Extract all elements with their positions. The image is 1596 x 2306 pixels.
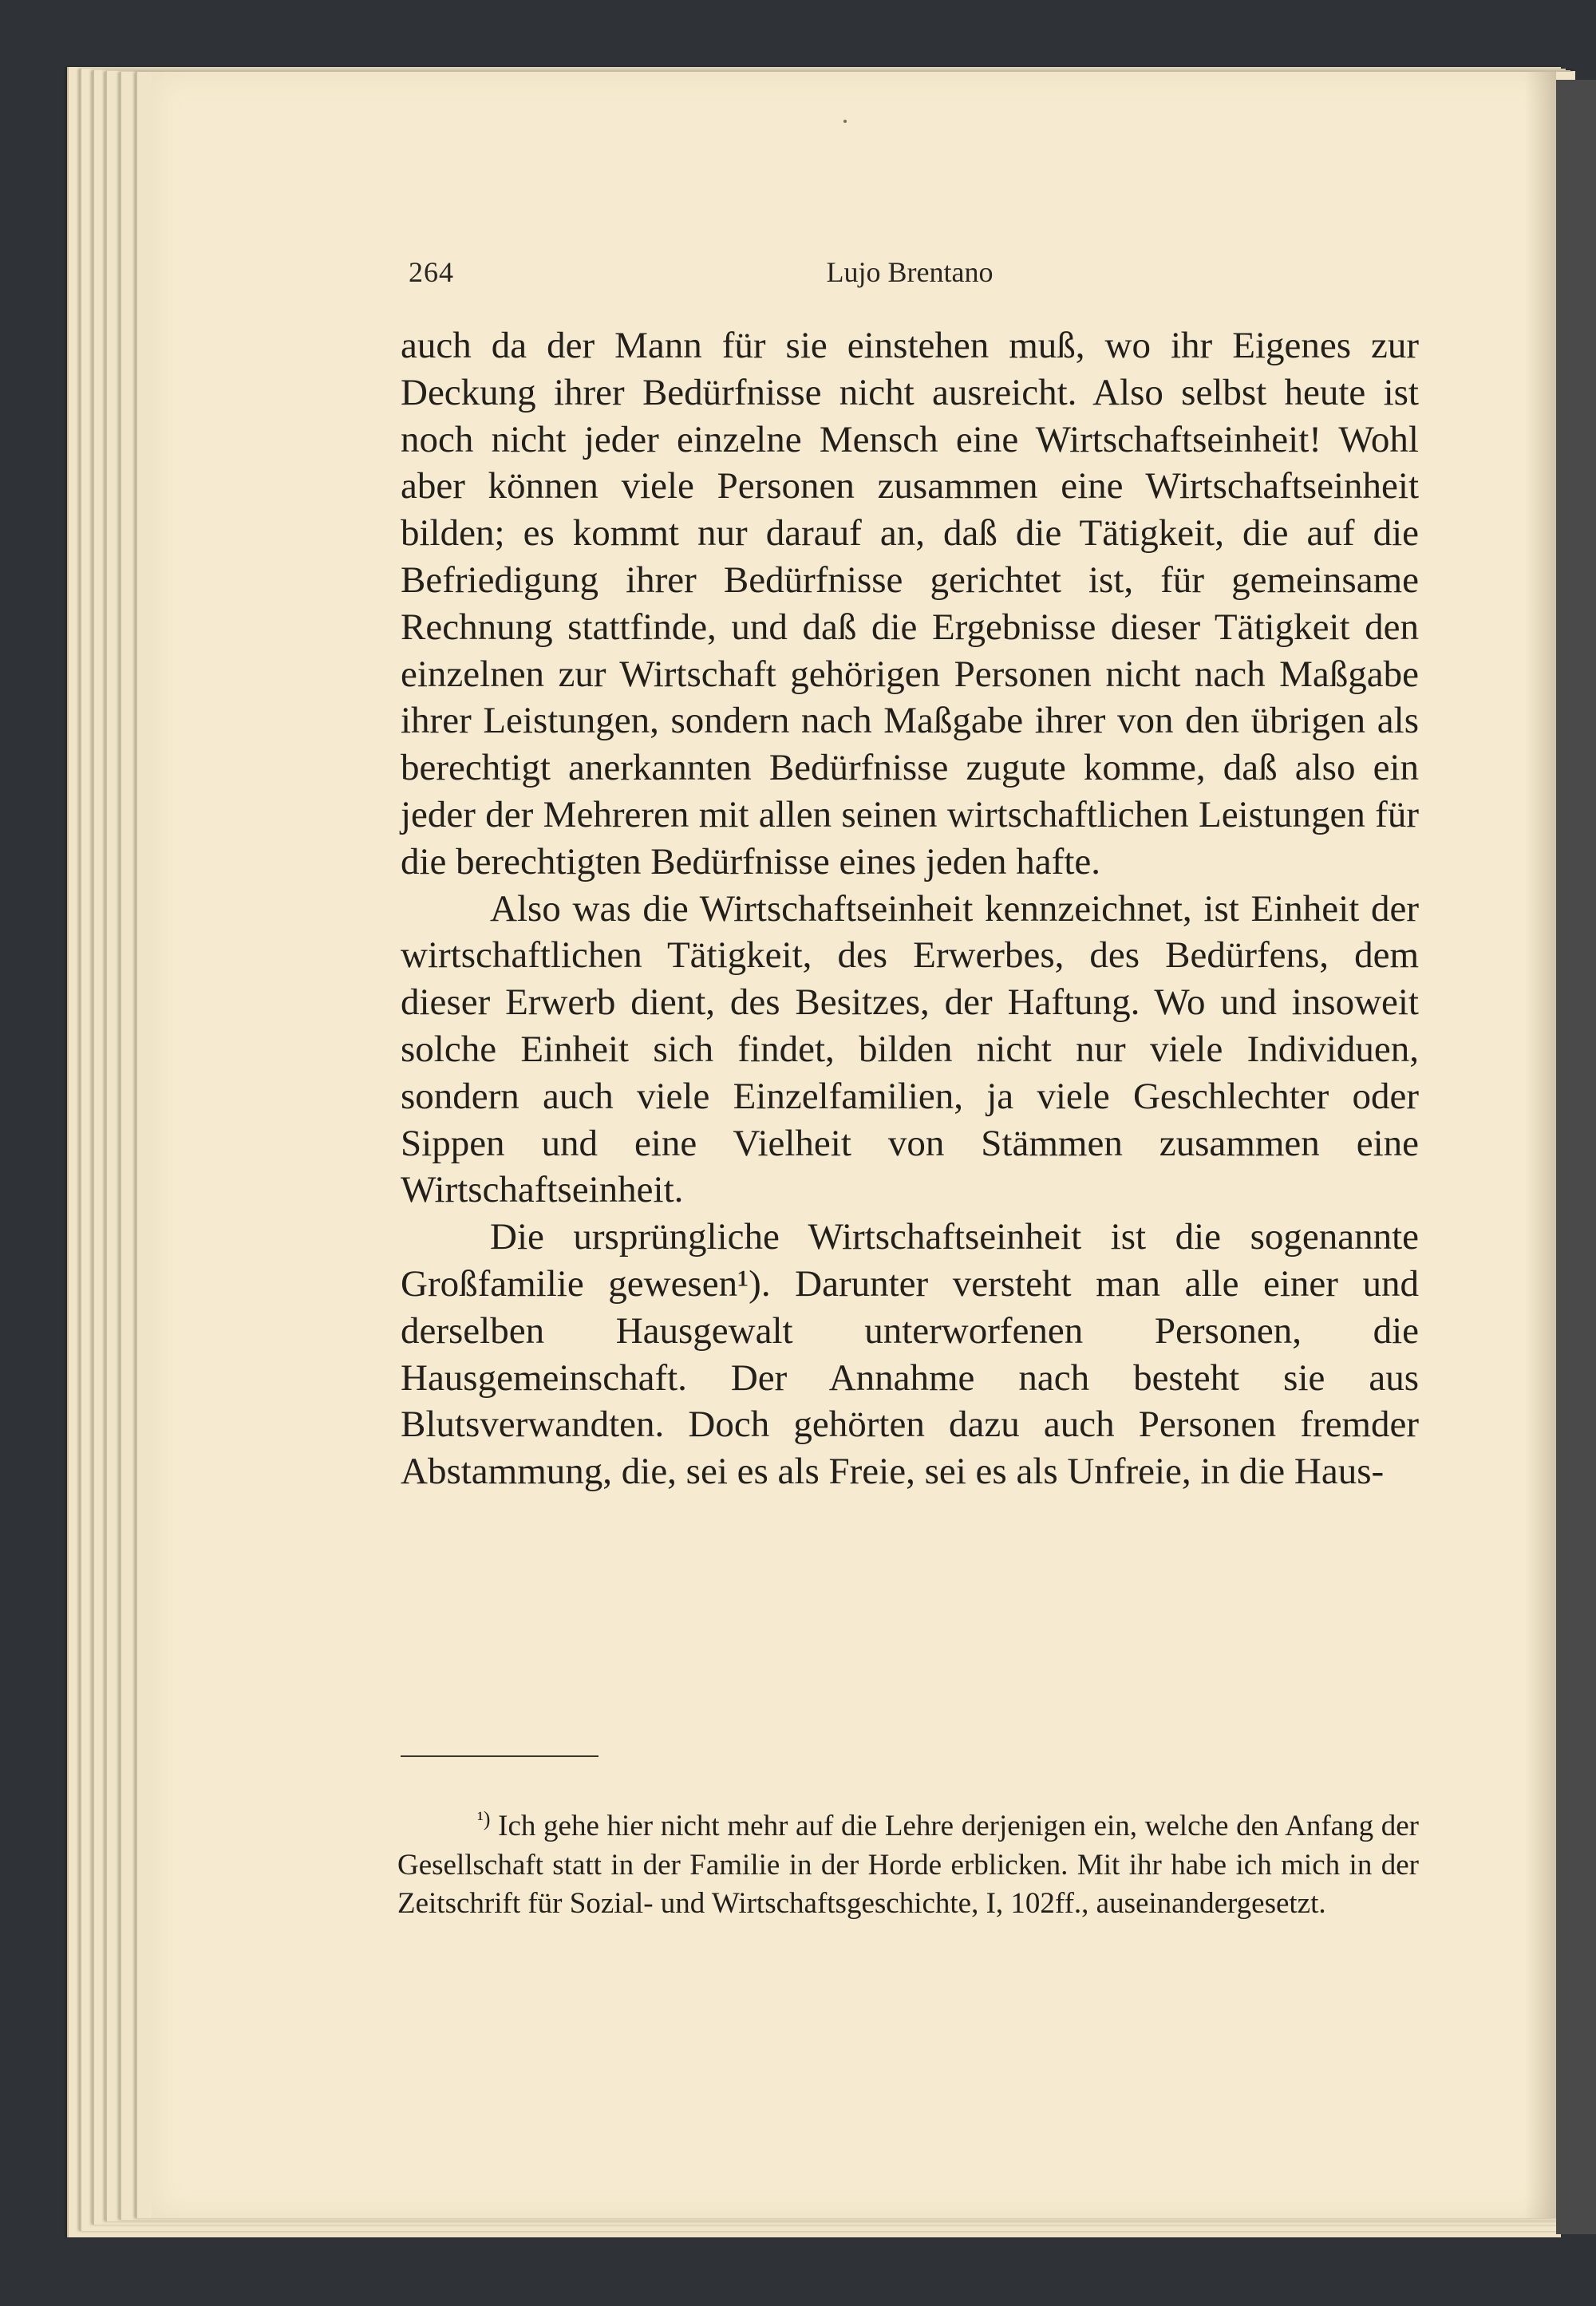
page-speck — [843, 120, 847, 123]
footnote-text: Ich gehe hier nicht mehr auf die Lehre derjenigen ein, welche den Anfang der Gesellschaft statt in der Familie in der Horde erblicken. Mit ihr habe ich mich in der Zeitschrift für Sozial- und Wirtschaftsgeschichte, I, 102ff., auseinandergesetzt. — [397, 1810, 1419, 1921]
running-head: Lujo Brentano — [826, 256, 994, 288]
book-gutter-shadow — [1556, 80, 1596, 2234]
footnote — [397, 1800, 1419, 1924]
footnote-divider — [401, 1755, 598, 1757]
page-number: 264 — [409, 256, 454, 288]
paragraph: auch da der Mann für sie einstehen muß, wo ihr Eigenes zur Deckung ihrer Bedürfnisse nicht ausreicht. Also selbst heute ist noch nicht jeder einzelne Mensch eine Wirtschaftseinheit! Wohl aber können viele Personen zusammen eine Wirtschaftseinheit bilden; es kommt nur darauf an, daß die Tätigkeit, die auf die Befriedigung ihrer Bedürfnisse gerichtet ist, für gemeinsame Rechnung stattfinde, und daß die Ergebnisse dieser Tätigkeit den einzelnen zur Wirtschaft gehörigen Personen nicht nach Maßgabe ihrer Leistungen, sondern nach Maßgabe ihrer von den übrigen als berechtigt anerkannten Bedürfnisse zugute komme, daß also ein jeder der Mehreren mit allen seinen wirtschaftlichen Leistungen für die berechtigten Bedürfnisse eines jeden hafte. — [401, 325, 1419, 883]
body-text — [401, 322, 1419, 1495]
page-header — [409, 255, 1411, 295]
paragraph: Die ursprüngliche Wirtschaftseinheit ist die sogenannte Großfamilie gewesen¹). Darunter versteht man alle einer und derselben Hausgewalt unterworfenen Personen, die Hausgemeinschaft. Der Annahme nach besteht sie aus Blutsverwandten. Doch gehörten dazu auch Personen fremder Abstammung, die, sei es als Freie, sei es als Unfreie, in die Haus- — [401, 1216, 1419, 1493]
footnote-marker: ¹) — [477, 1807, 491, 1830]
paragraph: Also was die Wirtschaftseinheit kennzeichnet, ist Einheit der wirtschaftlichen Tätigkeit, des Erwerbes, des Bedürfens, dem dieser Erwerb dient, des Besitzes, der Haftung. Wo und insoweit solche Einheit sich findet, bilden nicht nur viele Individuen, sondern auch viele Einzelfamilien, ja viele Geschlechter oder Sippen und eine Vielheit von Stämmen zusammen eine Wirtschaftseinheit. — [401, 887, 1419, 1211]
